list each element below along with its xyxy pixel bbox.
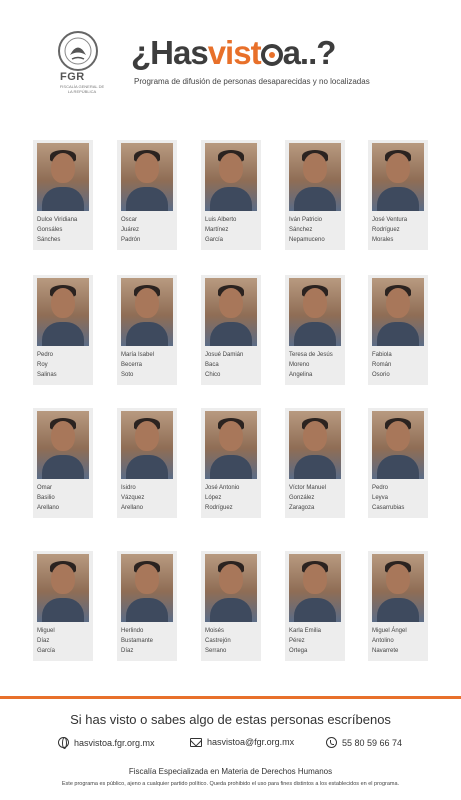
person-row <box>33 275 428 385</box>
person-card <box>33 275 93 385</box>
person-card <box>285 275 345 385</box>
legal-notice: Este programa es público, ajeno a cualquier partido político. Queda prohibido el uso para fines distintos a los establecidos en el programa. <box>61 781 400 787</box>
eye-icon <box>261 44 283 66</box>
agency-name: FGR <box>60 71 85 83</box>
contact-bar <box>58 737 418 751</box>
person-card <box>117 140 177 250</box>
page-title <box>131 34 335 72</box>
email-text: hasvistoa@fgr.org.mx <box>207 737 295 747</box>
agency-subtitle: FISCALÍA GENERAL DE LA REPÚBLICA <box>59 84 105 94</box>
person-name: Teresa de Jesús Moreno Angelina <box>289 352 333 378</box>
person-card <box>368 140 428 250</box>
person-name: María Isabel Becerra Soto <box>121 352 155 378</box>
person-card <box>285 408 345 518</box>
header <box>0 0 461 105</box>
title-suffix: a..? <box>282 34 336 71</box>
program-subtitle: Programa de difusión de personas desaparecidas y no localizadas <box>134 77 370 86</box>
person-photo <box>121 143 173 211</box>
website-text: hasvistoa.fgr.org.mx <box>74 737 155 748</box>
person-name: Iván Patricio Sánchez Nepamuceno <box>289 217 325 243</box>
person-photo <box>372 143 424 211</box>
person-row <box>33 408 428 518</box>
call-to-action: Si has visto o sabes algo de estas personas escríbenos <box>70 712 391 727</box>
person-card <box>117 408 177 518</box>
person-photo <box>37 411 89 479</box>
person-photo <box>289 143 341 211</box>
person-name: Isidro Vázquez Arellano <box>121 485 145 511</box>
person-name: Pedro Roy Salinas <box>37 352 57 378</box>
person-name: Oscar Juárez Padrón <box>121 217 141 243</box>
person-photo <box>289 411 341 479</box>
email-link[interactable] <box>190 737 294 747</box>
person-row <box>33 551 428 661</box>
person-card <box>285 140 345 250</box>
person-photo <box>205 143 257 211</box>
person-card <box>201 408 261 518</box>
person-name: Miguel Díaz García <box>37 628 56 654</box>
person-card <box>368 551 428 661</box>
person-name: Josué Damián Baca Chico <box>205 352 244 378</box>
person-card <box>201 275 261 385</box>
person-photo <box>372 278 424 346</box>
person-photo <box>37 143 89 211</box>
person-name: José Ventura Rodríguez Morales <box>372 217 408 243</box>
person-photo <box>289 554 341 622</box>
person-card <box>285 551 345 661</box>
person-card <box>368 408 428 518</box>
title-prefix: ¿Has <box>131 34 208 71</box>
person-photo <box>121 554 173 622</box>
person-card <box>201 140 261 250</box>
person-name: Herlindo Bustamante Díaz <box>121 628 154 654</box>
seal-icon <box>57 30 99 72</box>
person-card <box>201 551 261 661</box>
person-row <box>33 140 428 250</box>
person-card <box>33 140 93 250</box>
person-card <box>368 275 428 385</box>
whatsapp-link[interactable] <box>326 737 402 748</box>
person-photo <box>121 278 173 346</box>
person-name: Fabiola Román Osorio <box>372 352 392 378</box>
person-photo <box>205 554 257 622</box>
person-photo <box>205 278 257 346</box>
office-name: Fiscalía Especializada en Materia de Derechos Humanos <box>128 767 333 776</box>
person-card <box>33 551 93 661</box>
website-link[interactable] <box>58 737 155 748</box>
person-photo <box>37 278 89 346</box>
person-photo <box>372 554 424 622</box>
person-photo <box>372 411 424 479</box>
whatsapp-text: 55 80 59 66 74 <box>342 737 403 748</box>
mail-icon <box>190 738 202 747</box>
person-name: Dulce Viridiana Gonsáles Sánches <box>37 217 78 243</box>
person-card <box>117 551 177 661</box>
person-name: Luis Alberto Martínez García <box>205 217 237 243</box>
person-name: Pedro Leyva Casarrubias <box>372 485 405 511</box>
person-name: Moisés Castrejón Serrano <box>205 628 231 654</box>
person-photo <box>121 411 173 479</box>
person-name: Víctor Manuel González Zaragoza <box>289 485 327 511</box>
person-name: Miguel Ángel Antolino Navarrete <box>372 628 407 654</box>
globe-icon <box>58 737 69 748</box>
title-highlight: vist <box>207 34 261 71</box>
person-card <box>117 275 177 385</box>
person-photo <box>205 411 257 479</box>
whatsapp-icon <box>326 737 337 748</box>
person-name: Karla Emilia Pérez Ortega <box>289 628 322 654</box>
person-photo <box>37 554 89 622</box>
person-card <box>33 408 93 518</box>
person-name: Omar Basilio Arellano <box>37 485 60 511</box>
person-name: José Antonio López Rodríguez <box>205 485 240 511</box>
person-photo <box>289 278 341 346</box>
footer-divider <box>0 696 461 699</box>
